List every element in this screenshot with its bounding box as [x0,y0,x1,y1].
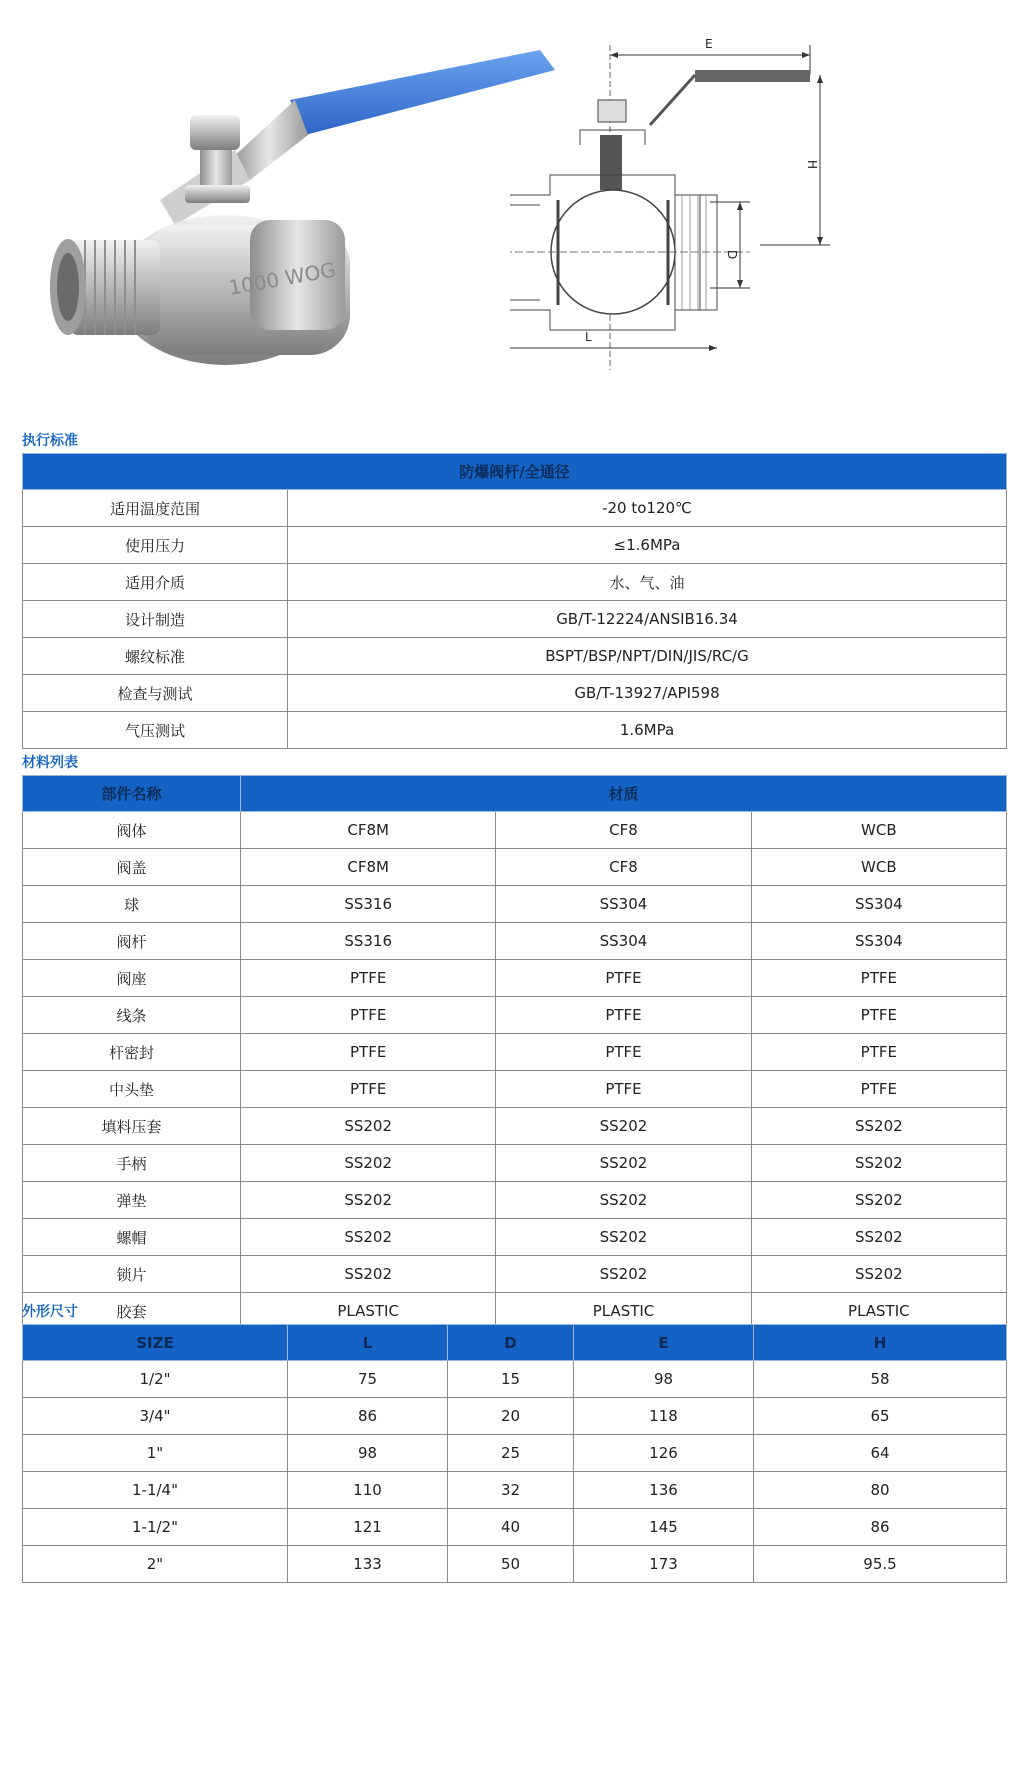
part-name: 中头垫 [23,1071,241,1108]
material-value: SS304 [751,886,1006,923]
dimension-value: 173 [574,1546,754,1583]
material-value: PTFE [241,1071,496,1108]
table-row [23,490,1007,527]
dimension-value: 136 [574,1472,754,1509]
table-row [23,712,1007,749]
dimension-value: 2" [23,1546,288,1583]
table-row [23,1361,1007,1398]
material-value: SS202 [751,1108,1006,1145]
material-value: PTFE [496,960,751,997]
material-value: SS202 [496,1108,751,1145]
part-name: 填料压套 [23,1108,241,1145]
dimension-header: D [448,1325,574,1361]
material-value: PLASTIC [496,1293,751,1330]
dimension-value: 98 [288,1435,448,1472]
material-value: SS304 [496,886,751,923]
part-name: 阀盖 [23,849,241,886]
part-name: 阀座 [23,960,241,997]
dimension-value: 86 [288,1398,448,1435]
dimension-value: 65 [754,1398,1007,1435]
standard-label: 设计制造 [23,601,288,638]
standard-label: 适用温度范围 [23,490,288,527]
table-row [23,1435,1007,1472]
section-title-dimensions: 外形尺寸 [22,1304,78,1320]
table-row [23,1509,1007,1546]
table-row [23,1145,1007,1182]
dimension-header: SIZE [23,1325,288,1361]
table-row [23,1256,1007,1293]
dimension-header: H [754,1325,1007,1361]
part-name: 胶套 [23,1293,241,1330]
part-name: 螺帽 [23,1219,241,1256]
dimension-value: 98 [574,1361,754,1398]
standard-label: 使用压力 [23,527,288,564]
material-value: SS202 [241,1256,496,1293]
table-row [23,812,1007,849]
material-value: WCB [751,849,1006,886]
material-value: SS202 [496,1182,751,1219]
dimension-value: 20 [448,1398,574,1435]
table-row [23,638,1007,675]
table-row [23,1219,1007,1256]
material-value: SS202 [751,1182,1006,1219]
material-value: PTFE [751,997,1006,1034]
dimension-value: 118 [574,1398,754,1435]
table-row [23,527,1007,564]
material-value: PLASTIC [751,1293,1006,1330]
material-value: SS304 [496,923,751,960]
material-value: WCB [751,812,1006,849]
dimension-value: 1" [23,1435,288,1472]
material-value: PLASTIC [241,1293,496,1330]
material-value: PTFE [751,1071,1006,1108]
table-row [23,1472,1007,1509]
dimension-header: L [288,1325,448,1361]
table-row [23,1034,1007,1071]
dimension-value: 1/2" [23,1361,288,1398]
material-value: SS202 [496,1219,751,1256]
dimension-value: 32 [448,1472,574,1509]
table-row [23,601,1007,638]
dimension-value: 110 [288,1472,448,1509]
dimension-value: 15 [448,1361,574,1398]
table-row [23,997,1007,1034]
table-row [23,960,1007,997]
dimension-header: E [574,1325,754,1361]
material-value: SS202 [751,1219,1006,1256]
dimension-value: 95.5 [754,1546,1007,1583]
dimension-value: 80 [754,1472,1007,1509]
dimension-value: 145 [574,1509,754,1546]
dimension-value: 75 [288,1361,448,1398]
table-row [23,675,1007,712]
material-value: SS202 [241,1219,496,1256]
table-row [23,1071,1007,1108]
material-value: CF8 [496,849,751,886]
material-value: SS202 [496,1145,751,1182]
dimension-value: 1-1/2" [23,1509,288,1546]
standard-value: 水、气、油 [288,564,1007,601]
material-value: PTFE [751,960,1006,997]
dimension-value: 86 [754,1509,1007,1546]
dimension-value: 3/4" [23,1398,288,1435]
dimension-value: 133 [288,1546,448,1583]
section-title-standards: 执行标准 [22,433,78,449]
part-name: 杆密封 [23,1034,241,1071]
dimensions-table [22,1324,1007,1583]
material-value: CF8M [241,849,496,886]
materials-header-part: 部件名称 [23,776,241,812]
table-row [23,564,1007,601]
dimension-value: 126 [574,1435,754,1472]
material-value: SS202 [241,1108,496,1145]
table-row [23,886,1007,923]
materials-header-material: 材质 [241,776,1007,812]
table-row [23,1108,1007,1145]
standard-value: GB/T-12224/ANSIB16.34 [288,601,1007,638]
dimension-value: 58 [754,1361,1007,1398]
standards-header: 防爆阀杆/全通径 [23,454,1007,490]
dimension-value: 50 [448,1546,574,1583]
dim-h-label: H [805,160,819,170]
standard-label: 检查与测试 [23,675,288,712]
standard-label: 螺纹标准 [23,638,288,675]
dim-l-label: L [585,330,592,344]
material-value: PTFE [496,1034,751,1071]
standard-value: 1.6MPa [288,712,1007,749]
standard-label: 气压测试 [23,712,288,749]
dimension-value: 64 [754,1435,1007,1472]
part-name: 球 [23,886,241,923]
table-row [23,923,1007,960]
part-name: 弹垫 [23,1182,241,1219]
material-value: SS316 [241,923,496,960]
section-title-materials: 材料列表 [22,755,78,771]
material-value: CF8 [496,812,751,849]
table-row [23,1398,1007,1435]
dimension-value: 25 [448,1435,574,1472]
part-name: 阀体 [23,812,241,849]
body-mark-text: 1000 WOG [226,257,338,300]
material-value: CF8M [241,812,496,849]
material-value: PTFE [751,1034,1006,1071]
standard-label: 适用介质 [23,564,288,601]
standard-value: ≤1.6MPa [288,527,1007,564]
standards-table [22,453,1007,749]
standard-value: BSPT/BSP/NPT/DIN/JIS/RC/G [288,638,1007,675]
material-value: SS202 [241,1182,496,1219]
material-value: SS202 [751,1256,1006,1293]
materials-table [22,775,1007,1330]
table-row [23,1182,1007,1219]
table-row [23,849,1007,886]
dimension-value: 121 [288,1509,448,1546]
valve-section-drawing-icon [510,30,970,430]
material-value: SS202 [241,1145,496,1182]
part-name: 线条 [23,997,241,1034]
material-value: SS304 [751,923,1006,960]
material-value: SS202 [751,1145,1006,1182]
standard-value: GB/T-13927/API598 [288,675,1007,712]
table-row [23,1546,1007,1583]
material-value: PTFE [496,1071,751,1108]
dim-e-label: E [705,37,713,51]
part-name: 阀杆 [23,923,241,960]
dimension-value: 40 [448,1509,574,1546]
material-value: PTFE [241,1034,496,1071]
product-hero [0,0,1030,440]
material-value: PTFE [241,997,496,1034]
material-value: SS316 [241,886,496,923]
dimension-value: 1-1/4" [23,1472,288,1509]
part-name: 锁片 [23,1256,241,1293]
part-name: 手柄 [23,1145,241,1182]
dim-d-label: D [725,250,739,260]
material-value: PTFE [496,997,751,1034]
material-value: PTFE [241,960,496,997]
material-value: SS202 [496,1256,751,1293]
standard-value: -20 to120℃ [288,490,1007,527]
